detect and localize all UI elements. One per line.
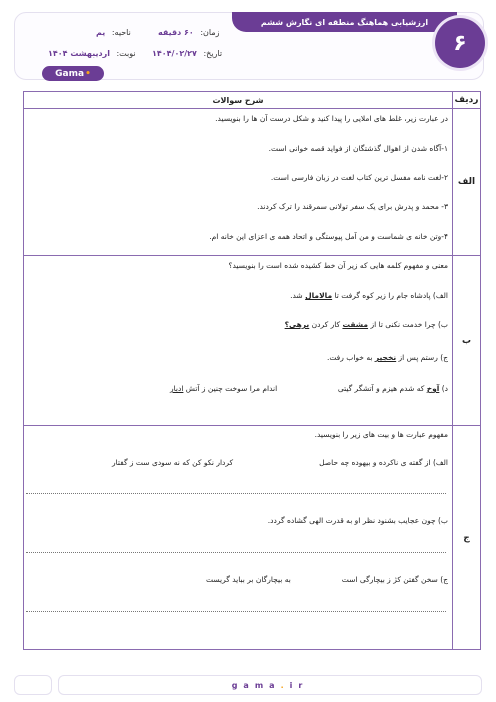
underlined-word: برهی؟ (284, 320, 310, 329)
exam-title: ارزشیابی هماهنگ منطقه ای نگارش ششم (232, 12, 457, 32)
time-info (158, 28, 219, 37)
section-a-item-1: ۱-آگاه شدن از اهوال گذشتگان از فواید قصه خوانی است. (268, 144, 448, 153)
answer-line[interactable] (26, 552, 446, 553)
turn-value: اردیبهشت ۱۴۰۴ (48, 49, 110, 58)
section-a-row (24, 109, 481, 256)
region-label: ناحیه: (111, 28, 131, 37)
section-c-q2: ب) چون عجایب بشنود نظر او به قدرت الهی گشاده گردد. (267, 516, 448, 525)
section-b-q1: الف) پادشاه جام را زیر کوه گرفت تا مالامال شد. (290, 291, 448, 300)
date-value: ۱۴۰۴/۰۲/۲۷ (152, 49, 197, 58)
footer-page-box (14, 675, 52, 695)
turn-info (48, 49, 136, 58)
table-header-row (24, 92, 481, 109)
section-a-item-4: ۴-وتن خانه ی شماست و من آمل پیوستگی و اتحاد همه ی اعزای این خانه ام. (209, 232, 448, 241)
turn-label: نوبت: (116, 49, 136, 58)
region-value: یم (96, 28, 106, 37)
section-c-q1-first: الف) از گفته ی ناکرده و بیهوده چه حاصل (319, 458, 448, 467)
answer-line[interactable] (26, 611, 446, 612)
footer (14, 675, 482, 693)
footer-site: gama . ir (58, 675, 482, 695)
date-label: تاریخ: (203, 49, 223, 58)
section-b-q4-second: اندام مرا سوخت چنین ز آتش ادبار (170, 384, 278, 393)
section-b-label: ب (453, 256, 481, 426)
section-c-label: ج (453, 426, 481, 650)
answer-line[interactable] (26, 493, 446, 494)
section-b-intro: معنی و مفهوم کلمه هایی که زیر آن خط کشیده شده است را بنویسید؟ (228, 261, 448, 270)
region-info (96, 28, 131, 37)
col-desc-header: شرح سوالات (24, 92, 453, 109)
underlined-word: ادبار (170, 384, 184, 393)
section-a-intro: در عبارت زیر، غلط های املایی را پیدا کنید و شکل درست آن ها را بنویسید. (215, 114, 448, 123)
underlined-word: نخجیر (374, 353, 397, 362)
section-c-content (24, 426, 452, 649)
underlined-word: مشقت (342, 320, 369, 329)
section-b-q4-first: د) آوخ که شدم هیزم و آتشگر گیتی (337, 384, 448, 393)
section-a-item-2: ۲-لغت نامه مفسل ترین کتاب لغت در زبان فارسی است. (270, 173, 448, 182)
section-c-q3-second: به بیچارگان بر بباید گریست (206, 575, 291, 584)
section-c-intro: مفهوم عبارت ها و بیت های زیر را بنویسید. (314, 430, 448, 439)
section-b-content (24, 256, 452, 425)
questions-table (23, 91, 481, 650)
section-b-q3: ج) رستم پس از نخجیر به خواب رفت. (326, 353, 448, 362)
section-c-q1-second: کردار نکو کن که نه سودی ست ز گفتار (112, 458, 234, 467)
time-value: ۶۰ دقیقه (158, 28, 194, 37)
date-info (152, 49, 222, 58)
section-a-item-3: ۳- محمد و پدرش برای یک سفر تولانی سمرقند را ترک کردند. (257, 202, 448, 211)
section-a-label: الف (453, 109, 481, 256)
section-c-q3-first: ج) سخن گفتن کژ ز بیچارگی است (341, 575, 448, 584)
section-b-q2: ب) چرا خدمت نکنی تا از مشقت کار کردن برهی؟ (284, 320, 448, 329)
section-b-row (24, 256, 481, 426)
section-a-content (24, 109, 452, 255)
section-c-row (24, 426, 481, 650)
time-label: زمان: (200, 28, 220, 37)
grade-badge: ۶ (435, 18, 485, 68)
underlined-word: آوخ (426, 384, 440, 393)
underlined-word: مالامال (305, 291, 333, 300)
col-row-header: ردیف (453, 92, 481, 109)
gama-logo: Gama • (42, 66, 104, 81)
